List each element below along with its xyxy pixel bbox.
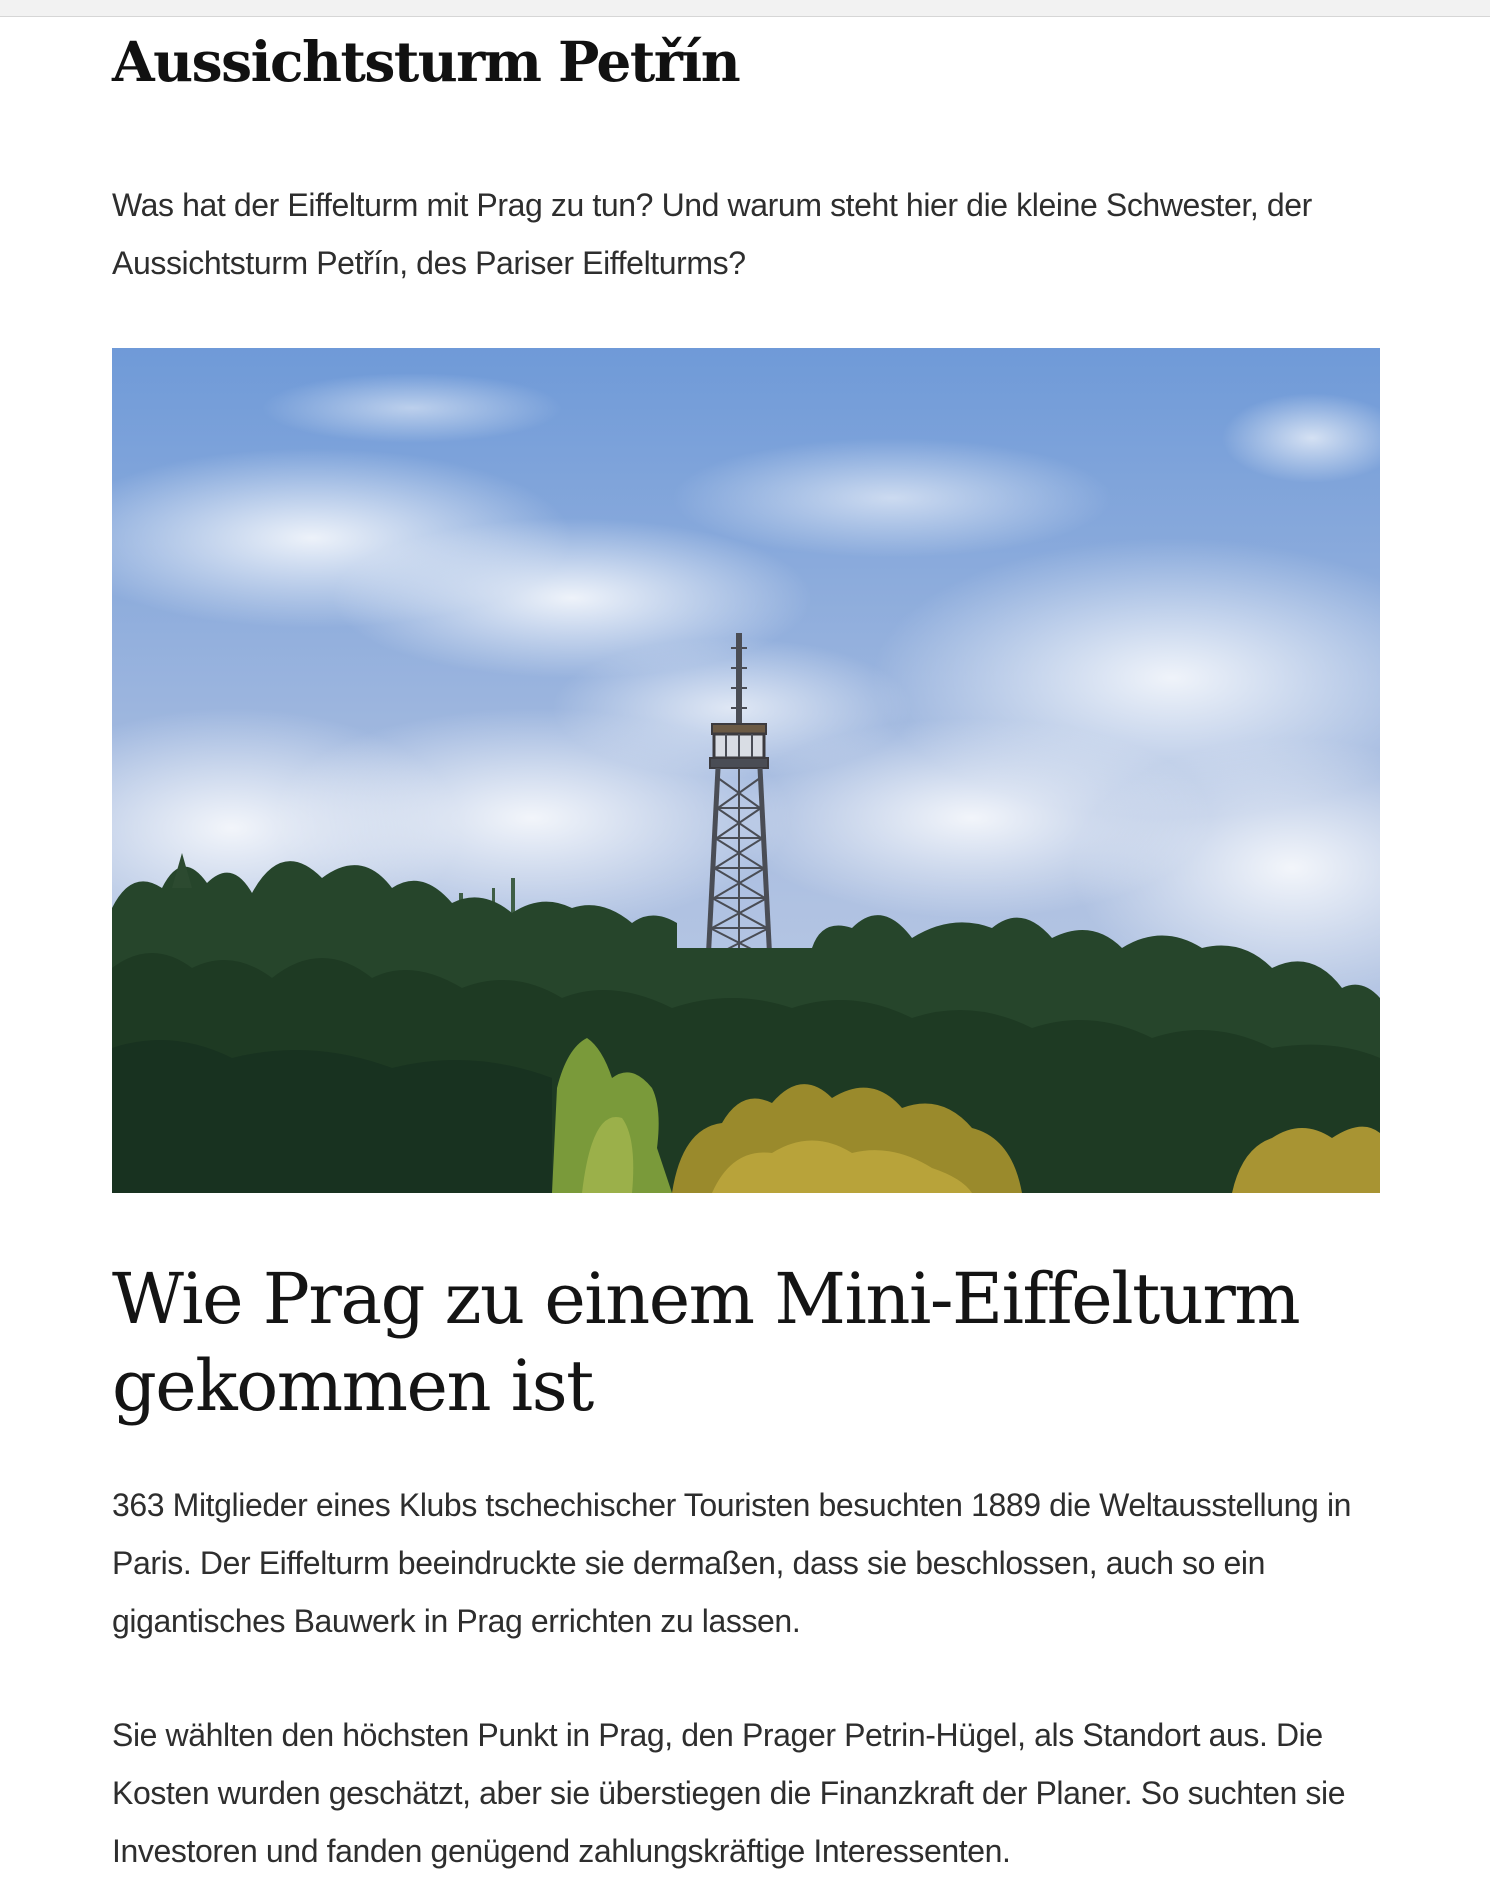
browser-top-edge — [0, 0, 1490, 17]
petrin-tower-photo — [112, 348, 1380, 1193]
page-title: Aussichtsturm Petřín — [112, 29, 740, 94]
body-paragraph-1: 363 Mitglieder eines Klubs tschechischer Touristen besuchten 1889 die Weltausstellung in Paris. Der Eiffelturm beeindruckte sie dermaßen, dass sie beschlossen, auch so ein gigantisches Bauwerk in Prag errichten zu lassen. — [112, 1487, 1352, 1639]
section-heading: Wie Prag zu einem Mini-Eiffelturm gekommen ist — [112, 1258, 1300, 1427]
body-paragraph-2: Sie wählten den höchsten Punkt in Prag, den Prager Petrin-Hügel, als Standort aus. Die Kosten wurden geschätzt, aber sie überstiegen die Finanzkraft der Planer. So suchten sie Investoren und fanden genügend zahlungskräftige Interessenten. — [112, 1717, 1346, 1869]
intro-paragraph: Was hat der Eiffelturm mit Prag zu tun? Und warum steht hier die kleine Schwester, der Aussichtsturm Petřín, des Pariser Eiffelturms? — [112, 187, 1312, 281]
